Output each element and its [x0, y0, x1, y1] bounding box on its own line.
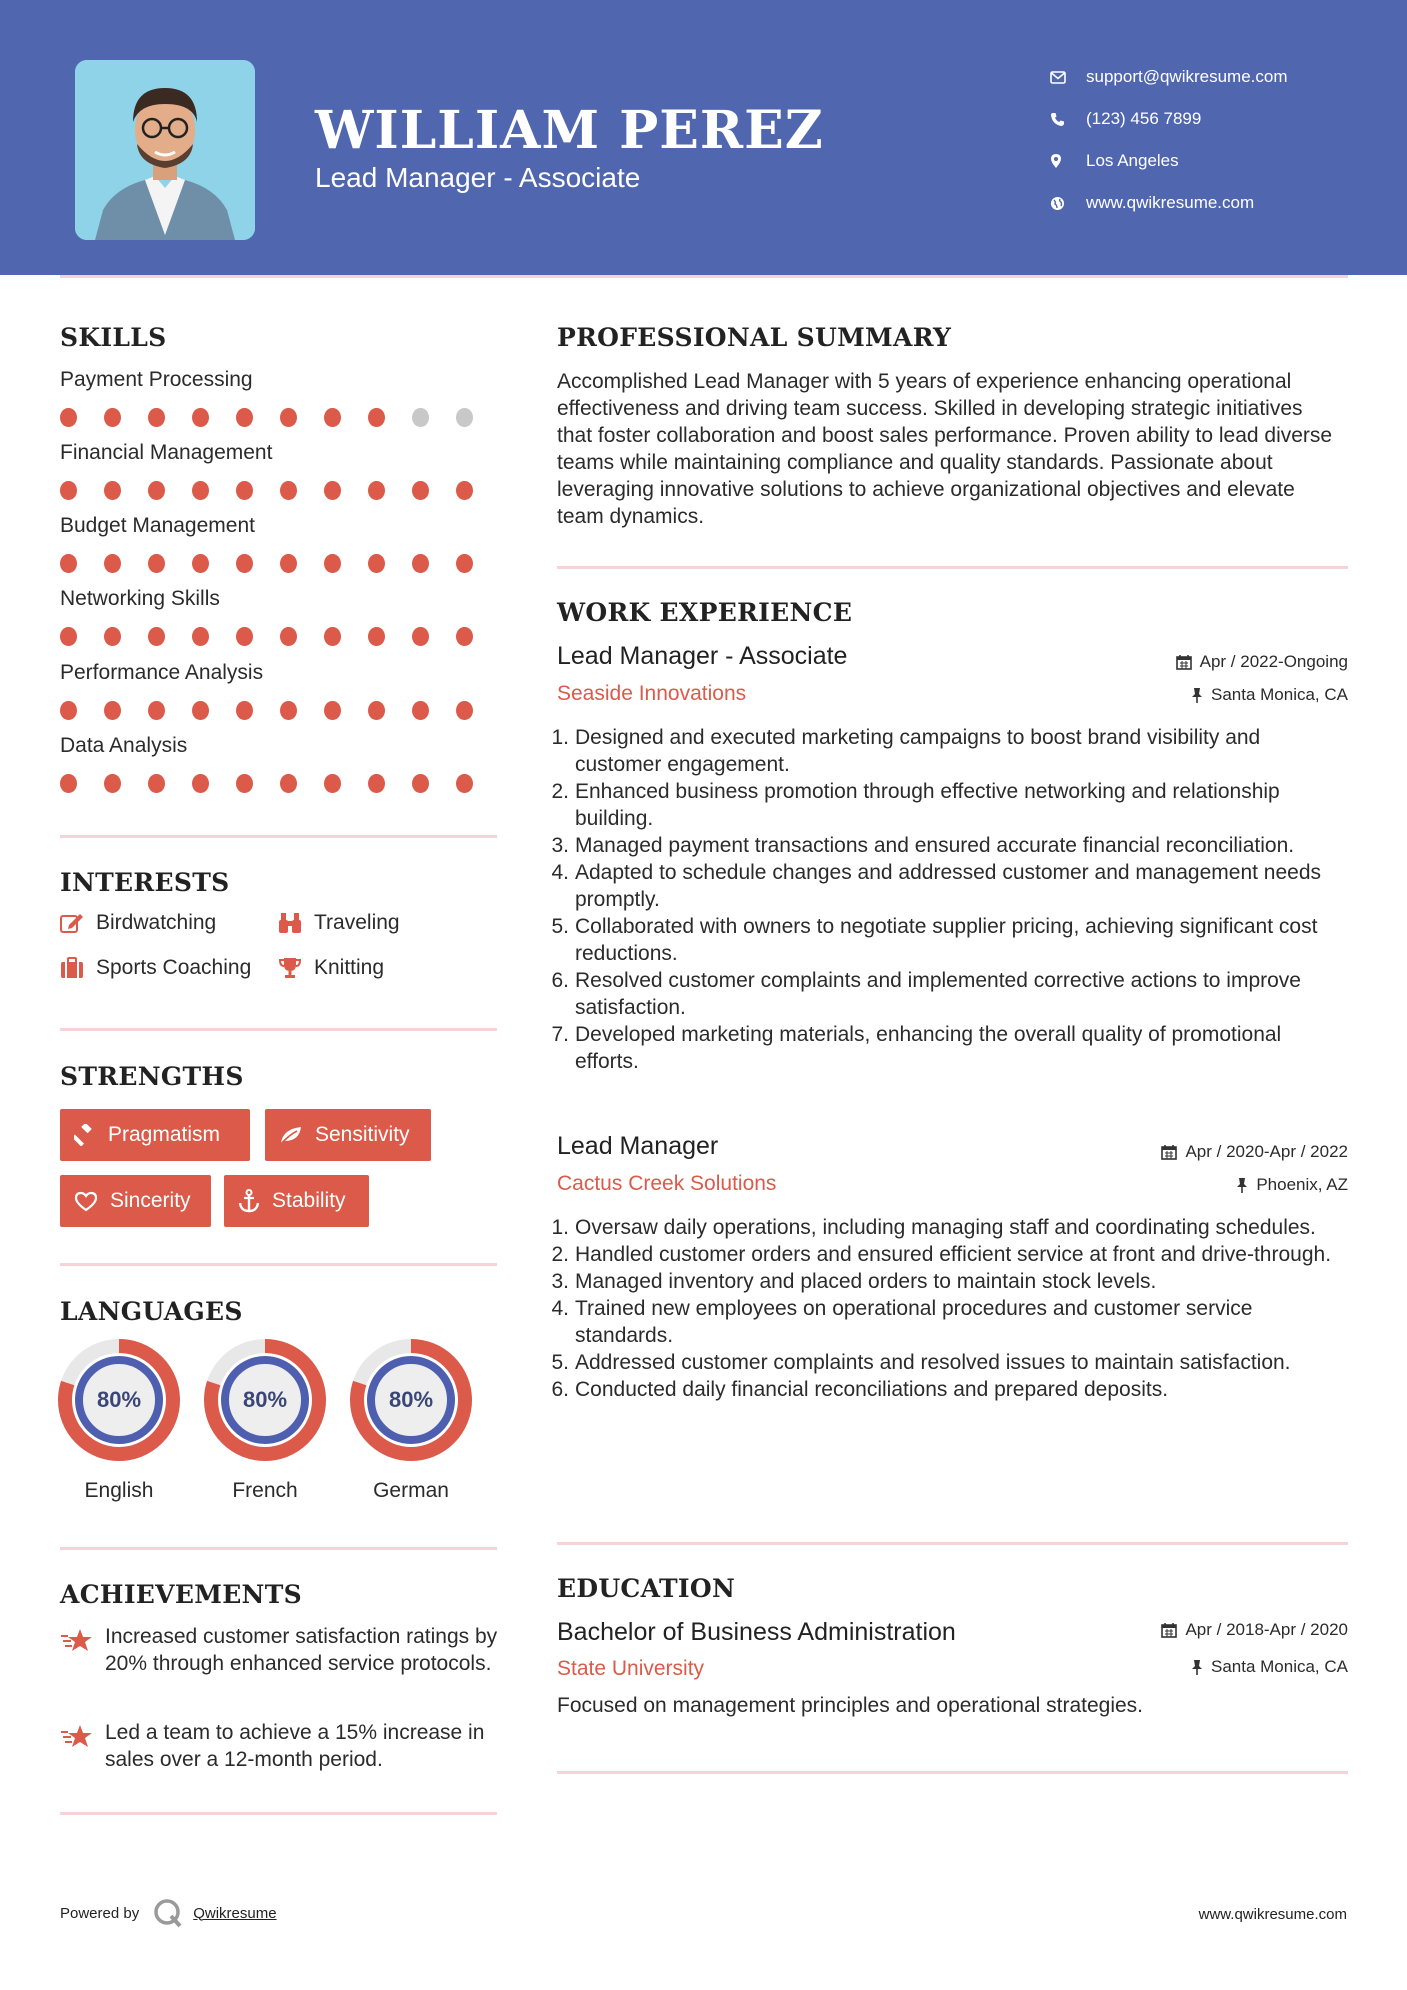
language-ring	[350, 1339, 472, 1461]
qwikresume-link[interactable]: Qwikresume	[193, 1904, 277, 1922]
section-divider	[60, 1263, 497, 1266]
rating-dot-filled	[324, 774, 341, 793]
summary-text: Accomplished Lead Manager with 5 years of experience enhancing operational effectiveness and driving team success. Skilled in developing strategic initiatives that foster collaboration and boost sales performance. Proven ability to lead diverse teams while maintaining compliance and quality standards. Passionate about leveraging innovative solutions to achieve organizational objectives and elevate team dynamics.	[557, 370, 1333, 528]
pencil-square-icon	[60, 912, 96, 934]
strength-label: Sincerity	[110, 1189, 191, 1212]
bullet-text: Adapted to schedule changes and addressed customer and management needs promptly.	[575, 861, 1322, 911]
skill-item	[60, 514, 500, 573]
heart-icon	[74, 1191, 98, 1212]
job-location	[1191, 685, 1348, 705]
education-dates	[1161, 1620, 1348, 1640]
rating-dot-filled	[280, 408, 297, 427]
rating-dot-filled	[412, 701, 429, 720]
bullet-text: Developed marketing materials, enhancing the overall quality of promotional efforts.	[575, 1023, 1282, 1073]
job-location-text: Phoenix, AZ	[1256, 1175, 1348, 1194]
rating-dot-filled	[324, 554, 341, 573]
job-dates	[1161, 1142, 1348, 1162]
education-degree: Bachelor of Business Administration	[557, 1618, 956, 1646]
rating-dot-filled	[368, 408, 385, 427]
profile-photo	[75, 60, 255, 240]
rating-dot-filled	[104, 554, 121, 573]
resume-header	[0, 0, 1407, 275]
language-percent: 80%	[388, 1387, 434, 1412]
skill-rating	[60, 408, 500, 427]
skills-heading: SKILLS	[60, 323, 167, 352]
rating-dot-filled	[148, 627, 165, 646]
rating-dot-filled	[324, 481, 341, 500]
language-item	[350, 1339, 472, 1503]
bullet-text: Collaborated with owners to negotiate supplier pricing, achieving significant cost reductions.	[575, 915, 1318, 965]
job-bullet	[551, 724, 1341, 778]
powered-by-text: Powered by	[60, 1904, 140, 1922]
bullet-text: Resolved customer complaints and implemented corrective actions to improve satisfaction.	[575, 969, 1301, 1019]
interest-label: Birdwatching	[96, 911, 217, 934]
rating-dot-filled	[148, 774, 165, 793]
job-bullet	[551, 1295, 1351, 1349]
leaf-icon	[279, 1125, 303, 1145]
job-dates-text: Apr / 2022-Ongoing	[1199, 652, 1348, 671]
rating-dot-filled	[60, 774, 77, 793]
strength-label: Stability	[272, 1189, 346, 1212]
rating-dot-filled	[192, 701, 209, 720]
rating-dot-filled	[236, 627, 253, 646]
job-bullet	[551, 1214, 1351, 1241]
strength-tag	[224, 1175, 369, 1227]
binoculars-icon	[278, 912, 314, 934]
skill-rating	[60, 554, 500, 573]
bullet-number: 3.	[551, 1270, 569, 1293]
skill-name: Performance Analysis	[60, 661, 264, 684]
job-location-text: Santa Monica, CA	[1210, 685, 1348, 704]
bullet-number: 2.	[551, 780, 569, 803]
language-percent: 80%	[242, 1387, 288, 1412]
skill-item	[60, 734, 500, 793]
section-divider	[557, 566, 1348, 569]
education-description: Focused on management principles and operational strategies.	[557, 1694, 1144, 1717]
skill-name: Budget Management	[60, 514, 255, 537]
skill-rating	[60, 627, 500, 646]
bullet-text: Managed payment transactions and ensured accurate financial reconciliation.	[575, 834, 1295, 857]
rating-dot-filled	[368, 701, 385, 720]
contact-location	[1050, 140, 1288, 182]
section-divider	[60, 1028, 497, 1031]
rating-dot-filled	[280, 481, 297, 500]
rating-dot-filled	[60, 554, 77, 573]
interest-item	[60, 911, 216, 935]
language-name: English	[84, 1479, 154, 1502]
rating-dot-filled	[368, 554, 385, 573]
rating-dot-filled	[104, 774, 121, 793]
section-divider	[60, 1812, 497, 1815]
bullet-text: Conducted daily financial reconciliations and prepared deposits.	[575, 1378, 1169, 1401]
language-name: French	[232, 1479, 298, 1502]
rating-dot-filled	[456, 627, 473, 646]
rating-dot-filled	[368, 481, 385, 500]
job-bullet	[551, 1021, 1341, 1075]
job-bullet	[551, 967, 1341, 1021]
contact-website[interactable]	[1050, 182, 1288, 224]
trophy-icon	[278, 957, 314, 979]
job-bullets	[551, 724, 1341, 1075]
rating-dot-filled	[324, 627, 341, 646]
bullet-text: Managed inventory and placed orders to maintain stock levels.	[575, 1270, 1157, 1293]
achievement-item	[60, 1623, 500, 1677]
bullet-number: 5.	[551, 915, 569, 938]
bullet-text: Handled customer orders and ensured efficient service at front and drive-through.	[575, 1243, 1332, 1266]
strength-label: Sensitivity	[315, 1123, 410, 1146]
education-dates-text: Apr / 2018-Apr / 2020	[1185, 1620, 1348, 1639]
contact-list	[1050, 56, 1288, 224]
rating-dot-filled	[412, 774, 429, 793]
calendar-icon	[1176, 654, 1192, 670]
rating-dot-empty	[456, 408, 473, 427]
bullet-text: Enhanced business promotion through effective networking and relationship building.	[575, 780, 1280, 830]
skill-item	[60, 661, 500, 720]
bullet-text: Designed and executed marketing campaigns to boost brand visibility and customer engagement.	[575, 726, 1261, 776]
bullet-number: 5.	[551, 1351, 569, 1374]
bullet-number: 3.	[551, 834, 569, 857]
rating-dot-filled	[236, 701, 253, 720]
bullet-number: 4.	[551, 861, 569, 884]
star-badge-icon	[60, 1719, 105, 1773]
bullet-text: Addressed customer complaints and resolved issues to maintain satisfaction.	[575, 1351, 1291, 1374]
contact-phone[interactable]	[1050, 98, 1288, 140]
rating-dot-filled	[456, 481, 473, 500]
education-heading: EDUCATION	[557, 1574, 736, 1603]
rating-dot-filled	[104, 481, 121, 500]
candidate-title: Lead Manager - Associate	[315, 162, 641, 193]
interest-item	[60, 956, 251, 980]
language-ring	[204, 1339, 326, 1461]
interest-label: Traveling	[314, 911, 400, 934]
rating-dot-filled	[324, 701, 341, 720]
job-bullet	[551, 1376, 1351, 1403]
rating-dot-filled	[456, 774, 473, 793]
job-bullet	[551, 832, 1341, 859]
envelope-icon	[1050, 71, 1086, 84]
rating-dot-filled	[60, 481, 77, 500]
location-pin-icon	[1050, 153, 1086, 169]
strength-tag	[60, 1109, 250, 1161]
language-item	[204, 1339, 326, 1503]
rating-dot-filled	[280, 627, 297, 646]
interest-label: Sports Coaching	[96, 956, 252, 979]
section-divider	[60, 1547, 497, 1550]
job-title: Lead Manager - Associate	[557, 642, 848, 670]
bullet-number: 7.	[551, 1023, 569, 1046]
rating-dot-filled	[148, 481, 165, 500]
interests-heading: INTERESTS	[60, 868, 230, 897]
rating-dot-filled	[192, 627, 209, 646]
education-location	[1191, 1657, 1348, 1677]
contact-phone-text: (123) 456 7899	[1086, 109, 1202, 128]
skill-name: Networking Skills	[60, 587, 220, 610]
bullet-number: 2.	[551, 1243, 569, 1266]
bullet-number: 1.	[551, 1216, 569, 1239]
rating-dot-filled	[192, 554, 209, 573]
gavel-icon	[74, 1124, 96, 1146]
section-divider	[557, 1771, 1348, 1774]
achievement-text: Led a team to achieve a 15% increase in sales over a 12-month period.	[105, 1721, 485, 1771]
rating-dot-filled	[192, 774, 209, 793]
rating-dot-filled	[148, 408, 165, 427]
strength-label: Pragmatism	[108, 1123, 221, 1146]
job-bullet	[551, 913, 1341, 967]
rating-dot-filled	[236, 554, 253, 573]
strengths-heading: STRENGTHS	[60, 1062, 244, 1091]
experience-heading: WORK EXPERIENCE	[557, 598, 853, 627]
job-bullet	[551, 1268, 1351, 1295]
education-school: State University	[557, 1657, 705, 1680]
interest-item	[278, 911, 400, 935]
job-bullet	[551, 859, 1341, 913]
skill-rating	[60, 701, 500, 720]
job-dates	[1176, 652, 1348, 672]
header-divider	[60, 275, 1348, 278]
bullet-text: Oversaw daily operations, including managing staff and coordinating schedules.	[575, 1216, 1316, 1239]
skill-name: Financial Management	[60, 441, 273, 464]
rating-dot-filled	[192, 481, 209, 500]
interest-item	[278, 956, 384, 980]
rating-dot-filled	[236, 774, 253, 793]
skill-item	[60, 587, 500, 646]
calendar-icon	[1161, 1622, 1177, 1638]
footer-website[interactable]: www.qwikresume.com	[1198, 1906, 1347, 1923]
skill-rating	[60, 774, 500, 793]
rating-dot-filled	[324, 408, 341, 427]
job-bullets	[551, 1214, 1351, 1403]
job-location	[1236, 1175, 1348, 1195]
skill-item	[60, 368, 500, 427]
language-percent: 80%	[96, 1387, 142, 1412]
rating-dot-filled	[412, 627, 429, 646]
job-dates-text: Apr / 2020-Apr / 2022	[1185, 1142, 1348, 1161]
calendar-icon	[1161, 1144, 1177, 1160]
contact-email[interactable]	[1050, 56, 1288, 98]
rating-dot-filled	[192, 408, 209, 427]
job-title: Lead Manager	[557, 1132, 719, 1160]
briefcase-icon	[60, 957, 96, 979]
rating-dot-filled	[148, 701, 165, 720]
contact-location-text: Los Angeles	[1086, 151, 1179, 170]
rating-dot-filled	[104, 408, 121, 427]
language-ring	[58, 1339, 180, 1461]
bullet-number: 1.	[551, 726, 569, 749]
rating-dot-empty	[412, 408, 429, 427]
job-company: Seaside Innovations	[557, 682, 747, 705]
job-bullet	[551, 1349, 1351, 1376]
interest-label: Knitting	[314, 956, 385, 979]
pushpin-icon	[1191, 1659, 1203, 1675]
skill-item	[60, 441, 500, 500]
languages-heading: LANGUAGES	[60, 1297, 243, 1326]
anchor-icon	[238, 1189, 260, 1213]
rating-dot-filled	[280, 554, 297, 573]
rating-dot-filled	[148, 554, 165, 573]
skill-name: Data Analysis	[60, 734, 188, 757]
rating-dot-filled	[456, 554, 473, 573]
rating-dot-filled	[60, 627, 77, 646]
summary-heading: PROFESSIONAL SUMMARY	[557, 323, 952, 352]
job-bullet	[551, 1241, 1351, 1268]
rating-dot-filled	[104, 701, 121, 720]
phone-icon	[1050, 112, 1086, 127]
achievements-heading: ACHIEVEMENTS	[60, 1580, 302, 1609]
rating-dot-filled	[368, 627, 385, 646]
rating-dot-filled	[412, 481, 429, 500]
pushpin-icon	[1236, 1177, 1248, 1193]
skill-name: Payment Processing	[60, 368, 253, 391]
rating-dot-filled	[236, 481, 253, 500]
strength-tag	[265, 1109, 431, 1161]
rating-dot-filled	[104, 627, 121, 646]
language-name: German	[373, 1479, 449, 1502]
strength-tag	[60, 1175, 211, 1227]
star-badge-icon	[60, 1623, 105, 1677]
footer-powered-by	[60, 1898, 277, 1928]
contact-email-text: support@qwikresume.com	[1086, 67, 1288, 86]
achievement-item	[60, 1719, 500, 1773]
rating-dot-filled	[412, 554, 429, 573]
candidate-name: WILLIAM PEREZ	[315, 100, 824, 161]
rating-dot-filled	[280, 774, 297, 793]
job-bullet	[551, 778, 1341, 832]
education-location-text: Santa Monica, CA	[1210, 1657, 1348, 1676]
rating-dot-filled	[60, 701, 77, 720]
skill-rating	[60, 481, 500, 500]
job-company: Cactus Creek Solutions	[557, 1172, 777, 1195]
rating-dot-filled	[236, 408, 253, 427]
rating-dot-filled	[368, 774, 385, 793]
globe-icon	[1050, 196, 1086, 211]
language-item	[58, 1339, 180, 1503]
contact-website-text: www.qwikresume.com	[1086, 193, 1255, 212]
pushpin-icon	[1191, 687, 1203, 703]
achievement-text: Increased customer satisfaction ratings by 20% through enhanced service protocols.	[105, 1625, 498, 1675]
bullet-number: 6.	[551, 1378, 569, 1401]
rating-dot-filled	[280, 701, 297, 720]
section-divider	[557, 1542, 1348, 1545]
rating-dot-filled	[60, 408, 77, 427]
bullet-number: 6.	[551, 969, 569, 992]
bullet-text: Trained new employees on operational procedures and customer service standards.	[575, 1297, 1253, 1347]
qwikresume-logo-icon	[153, 1898, 183, 1928]
section-divider	[60, 835, 497, 838]
bullet-number: 4.	[551, 1297, 569, 1320]
rating-dot-filled	[456, 701, 473, 720]
